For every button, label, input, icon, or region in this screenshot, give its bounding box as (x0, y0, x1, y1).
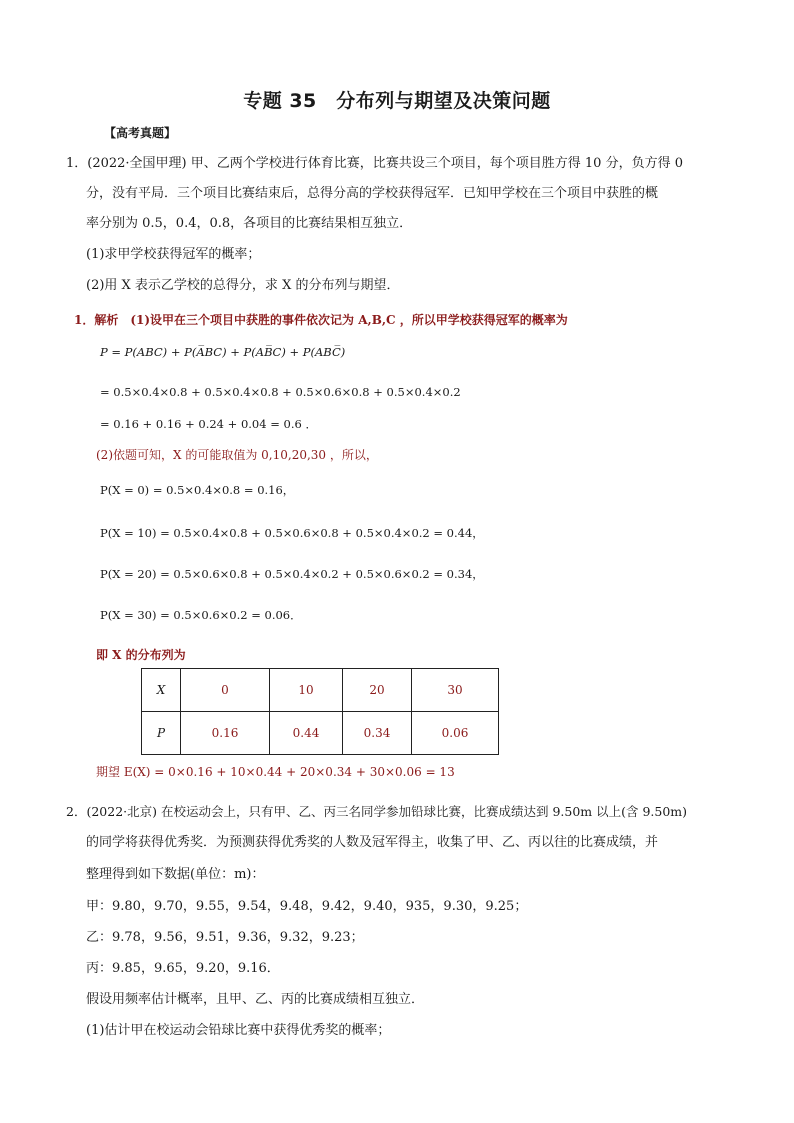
q2-assumption: 假设用频率估计概率，且甲、乙、丙的比赛成绩相互独立． (86, 992, 425, 1007)
prob-x-30: P(X = 30) = 0.5×0.6×0.2 = 0.06． (100, 608, 302, 622)
q2-data-jia: 甲：9.80，9.70，9.55，9.54，9.48，9.42，9.40，935，9.30，9.25； (86, 899, 528, 914)
table-cell: 20 (343, 669, 412, 712)
q2-line-2: 的同学将获得优秀奖．为预测获得优秀奖的人数及冠军得主，收集了甲、乙、丙以往的比赛成绩，并 (86, 835, 659, 850)
expectation-line: 期望 E(X) = 0×0.16 + 10×0.44 + 20×0.34 + 30×0.06 = 13 (96, 765, 455, 779)
prob-x-0: P(X = 0) = 0.5×0.4×0.8 = 0.16， (100, 483, 295, 497)
table-row (142, 712, 499, 755)
solution-1-part-2: (2)依题可知，X 的可能取值为 0,10,20,30 ，所以， (96, 448, 378, 462)
distribution-label: 即 X 的分布列为 (96, 648, 186, 662)
q1-part-1: (1)求甲学校获得冠军的概率； (86, 247, 261, 262)
page-title: 专题 35 分布列与期望及决策问题 (243, 90, 551, 112)
q1-line-1: 1．(2022·全国甲理) 甲、乙两个学校进行体育比赛，比赛共设三个项目，每个项目胜方得 10 分，负方得 0 (66, 156, 683, 171)
solution-1-eq-3: = 0.16 + 0.16 + 0.24 + 0.04 = 0.6 ． (100, 417, 317, 431)
table-cell: 0.34 (343, 712, 412, 755)
solution-1-eq-2: = 0.5×0.4×0.8 + 0.5×0.4×0.8 + 0.5×0.6×0.8 + 0.5×0.4×0.2 (100, 385, 461, 399)
q1-part-2: (2)用 X 表示乙学校的总得分，求 X 的分布列与期望． (86, 278, 400, 293)
table-cell: 0.06 (412, 712, 499, 755)
table-cell: 30 (412, 669, 499, 712)
prob-x-20: P(X = 20) = 0.5×0.6×0.8 + 0.5×0.4×0.2 + 0.5×0.6×0.2 = 0.34， (100, 567, 484, 581)
solution-1-eq-1: P = P(ABC) + P(A̅BC) + P(AB̅C) + P(ABC̅) (100, 345, 346, 359)
table-cell: 10 (270, 669, 343, 712)
table-cell: 0.44 (270, 712, 343, 755)
q2-part-1: (1)估计甲在校运动会铅球比赛中获得优秀奖的概率； (86, 1023, 391, 1038)
q1-line-3: 率分别为 0.5，0.4，0.8，各项目的比赛结果相互独立． (86, 216, 413, 231)
q1-line-2: 分，没有平局．三个项目比赛结束后，总得分高的学校获得冠军．已知甲学校在三个项目中获胜的概 (86, 186, 659, 201)
q2-line-1: 2．(2022·北京) 在校运动会上，只有甲、乙、丙三名同学参加铅球比赛，比赛成绩达到 9.50m 以上(含 9.50m) (66, 804, 688, 819)
q2-line-3: 整理得到如下数据(单位：m)： (86, 867, 265, 882)
section-heading: 【高考真题】 (104, 126, 177, 140)
q2-data-bing: 丙：9.85，9.65，9.20，9.16． (86, 961, 280, 976)
solution-1-head: 1．解析 (1)设甲在三个项目中获胜的事件依次记为 A,B,C ，所以甲学校获得冠军的概率为 (74, 313, 568, 327)
distribution-table (141, 668, 499, 755)
table-cell: P (142, 712, 181, 755)
q2-data-yi: 乙：9.78，9.56，9.51，9.36，9.32，9.23； (86, 930, 364, 945)
prob-x-10: P(X = 10) = 0.5×0.4×0.8 + 0.5×0.6×0.8 + 0.5×0.4×0.2 = 0.44， (100, 526, 484, 540)
table-cell: 0 (181, 669, 270, 712)
table-row (142, 669, 499, 712)
table-cell: 0.16 (181, 712, 270, 755)
table-cell: X (142, 669, 181, 712)
